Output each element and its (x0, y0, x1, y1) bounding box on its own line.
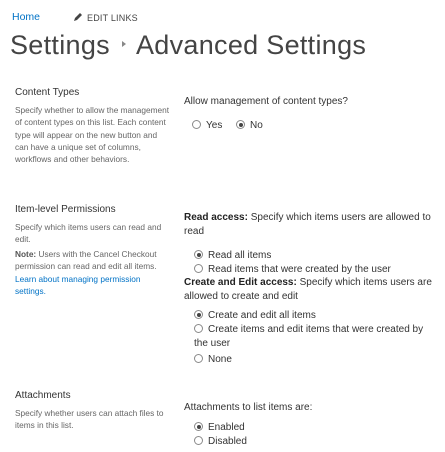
breadcrumb-current: Advanced Settings (135, 30, 367, 60)
edit-all-items-option[interactable]: Create and edit all items (194, 309, 316, 322)
learn-permissions-link[interactable]: Learn about managing permission settings. (15, 273, 141, 296)
read-own-items-option[interactable]: Read items that were created by the user (194, 263, 391, 276)
attachments-description: Specify whether users can attach files to items in this list. (15, 408, 164, 431)
attachments-enabled-option[interactable]: Enabled (194, 421, 245, 434)
attachments-title: Attachments (15, 390, 71, 401)
radio-icon[interactable] (192, 120, 201, 129)
edit-own-items-option[interactable]: Create items and edit items that were created by the user (194, 324, 424, 349)
radio-checked-icon[interactable] (194, 310, 203, 319)
attachments-disabled-option[interactable]: Disabled (194, 435, 247, 448)
content-types-no-option[interactable]: No (236, 119, 263, 132)
edit-none-option[interactable]: None (194, 353, 232, 366)
pencil-icon (73, 12, 83, 22)
edit-access-label: Create and Edit access: Specify which items users are allowed to create and edit (184, 277, 432, 302)
content-types-title: Content Types (15, 87, 80, 98)
top-nav-bar (0, 11, 445, 27)
radio-icon[interactable] (194, 436, 203, 445)
radio-checked-icon[interactable] (194, 422, 203, 431)
item-permissions-note: Note: Users with the Cancel Checkout permission can read and edit all items. Learn about managing permission settings. (15, 249, 157, 296)
radio-icon[interactable] (194, 354, 203, 363)
breadcrumb-parent[interactable]: Settings (10, 30, 110, 60)
radio-icon[interactable] (194, 264, 203, 273)
edit-links-label: EDIT LINKS (87, 13, 138, 23)
read-access-label: Read access: Specify which items users are allowed to read (184, 212, 431, 237)
breadcrumb-separator-icon (122, 41, 126, 47)
item-permissions-title: Item-level Permissions (15, 204, 116, 215)
attachments-question: Attachments to list items are: (184, 402, 313, 413)
radio-checked-icon[interactable] (236, 120, 245, 129)
home-link[interactable]: Home (12, 11, 41, 23)
page-title (10, 30, 366, 64)
content-types-yes-option[interactable]: Yes (192, 119, 222, 132)
content-types-question: Allow management of content types? (184, 96, 348, 107)
item-permissions-description: Specify which items users can read and edit. (15, 222, 162, 245)
radio-checked-icon[interactable] (194, 250, 203, 259)
edit-links-button[interactable] (73, 12, 138, 23)
radio-icon[interactable] (194, 324, 203, 333)
content-types-description: Specify whether to allow the management of content types on this list. Each content type will appear on the new button and can have a unique set of columns, workflows and other behaviors. (15, 105, 170, 165)
read-all-items-option[interactable]: Read all items (194, 249, 271, 262)
